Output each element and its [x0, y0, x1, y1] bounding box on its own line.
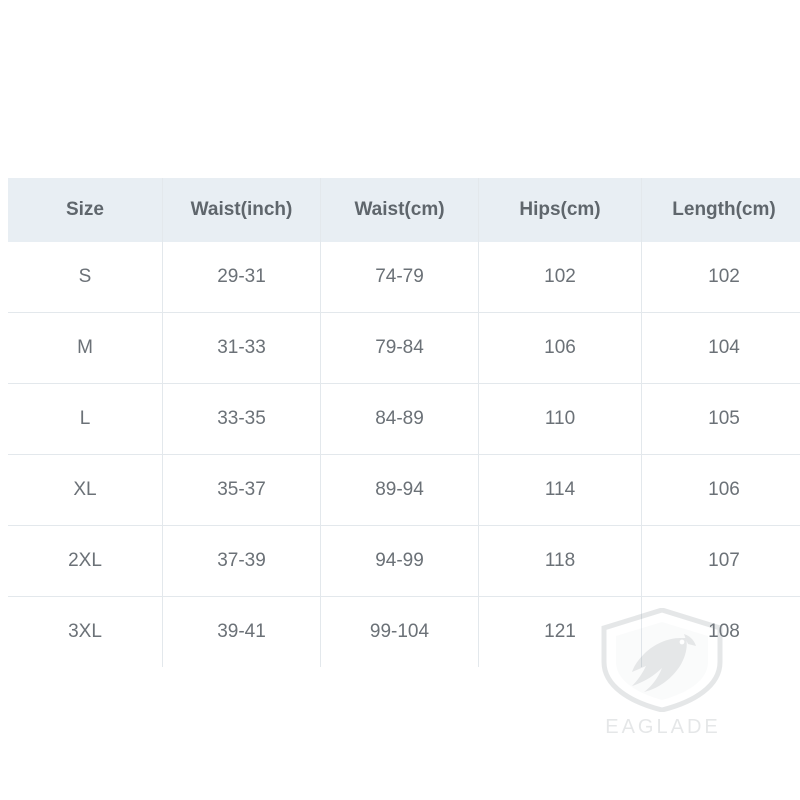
cell-waist-inch: 39-41: [163, 597, 321, 668]
cell-waist-inch: 33-35: [163, 384, 321, 455]
cell-waist-inch: 37-39: [163, 526, 321, 597]
brand-name: EAGLADE: [605, 716, 721, 738]
cell-waist-cm: 74-79: [321, 242, 479, 313]
cell-size: 2XL: [8, 526, 163, 597]
cell-hips-cm: 102: [479, 242, 642, 313]
cell-waist-cm: 79-84: [321, 313, 479, 384]
column-header-waist-inch: Waist(inch): [163, 178, 321, 242]
cell-waist-inch: 29-31: [163, 242, 321, 313]
cell-waist-cm: 99-104: [321, 597, 479, 668]
column-header-waist-cm: Waist(cm): [321, 178, 479, 242]
table-row: [8, 597, 800, 668]
table-row: [8, 526, 800, 597]
cell-size: L: [8, 384, 163, 455]
cell-size: S: [8, 242, 163, 313]
cell-size: M: [8, 313, 163, 384]
cell-length-cm: 107: [642, 526, 800, 597]
column-header-hips-cm: Hips(cm): [479, 178, 642, 242]
cell-length-cm: 106: [642, 455, 800, 526]
table-row: [8, 242, 800, 313]
cell-waist-inch: 35-37: [163, 455, 321, 526]
cell-length-cm: 104: [642, 313, 800, 384]
column-header-size: Size: [8, 178, 163, 242]
size-table-header: [8, 178, 800, 242]
cell-length-cm: 108: [642, 597, 800, 668]
cell-length-cm: 102: [642, 242, 800, 313]
cell-hips-cm: 114: [479, 455, 642, 526]
table-row: [8, 313, 800, 384]
cell-hips-cm: 106: [479, 313, 642, 384]
column-header-length-cm: Length(cm): [642, 178, 800, 242]
table-row: [8, 384, 800, 455]
table-row: [8, 455, 800, 526]
cell-size: XL: [8, 455, 163, 526]
cell-hips-cm: 121: [479, 597, 642, 668]
cell-size: 3XL: [8, 597, 163, 668]
cell-waist-cm: 94-99: [321, 526, 479, 597]
cell-waist-cm: 84-89: [321, 384, 479, 455]
size-table-container: [8, 178, 792, 667]
size-table-body: [8, 242, 800, 667]
cell-hips-cm: 110: [479, 384, 642, 455]
cell-waist-inch: 31-33: [163, 313, 321, 384]
size-table: [8, 178, 800, 667]
cell-length-cm: 105: [642, 384, 800, 455]
cell-hips-cm: 118: [479, 526, 642, 597]
cell-waist-cm: 89-94: [321, 455, 479, 526]
table-header-row: [8, 178, 800, 242]
